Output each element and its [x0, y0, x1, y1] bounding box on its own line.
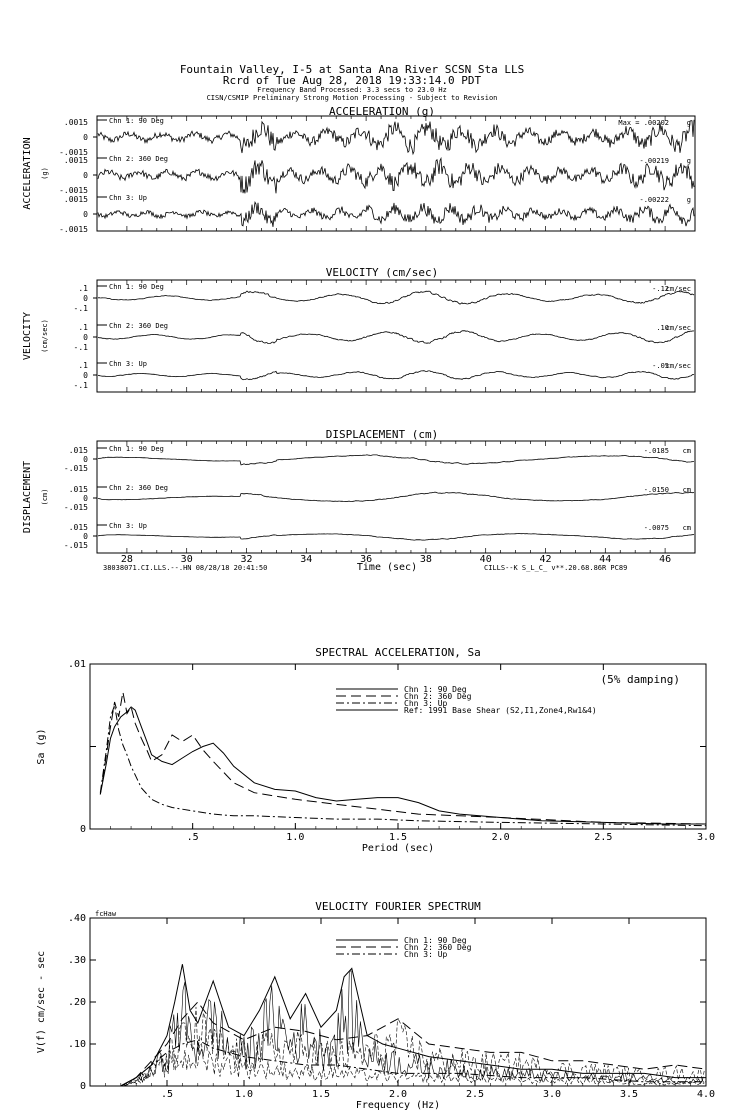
disp-side-label: DISPLACEMENT — [22, 460, 33, 534]
y-tick-label: .10 — [67, 1039, 86, 1050]
time-tick-label: 30 — [180, 554, 193, 565]
y-tick-label: .20 — [67, 997, 86, 1008]
amplitude-tick-label: -.1 — [73, 304, 88, 313]
channel-waveform — [98, 120, 694, 154]
legend-label: Ref: 1991 Base Shear (S2,I1,Zone4,Rw1&4) — [404, 706, 597, 715]
channel-peak-unit: cm/sec — [665, 324, 691, 332]
record-line: Rcrd of Tue Aug 28, 2018 19:33:14.0 PDT — [222, 74, 482, 87]
channel-peak-value: -.0075 — [643, 524, 669, 532]
vel-side-label: VELOCITY — [22, 311, 33, 361]
time-tick-label: 38 — [419, 554, 432, 565]
time-tick-label: 34 — [300, 554, 313, 565]
amplitude-tick-label: .015 — [68, 446, 88, 455]
channel-name: Chn 2: 360 Deg — [109, 155, 169, 163]
channel-peak-unit: cm — [682, 447, 691, 455]
channel-peak-value: -.0150 — [643, 486, 669, 494]
spectrum-texture-line — [124, 1043, 704, 1085]
channel-waveform — [98, 533, 694, 540]
processing-note: CISN/CSMIP Preliminary Strong Motion Processing - Subject to Revision — [206, 94, 498, 102]
channel-name: Chn 1: 90 Deg — [109, 117, 164, 125]
x-tick-label: 3.0 — [696, 832, 716, 843]
amplitude-tick-label: 0 — [83, 171, 88, 180]
x-tick-label: 1.0 — [286, 832, 305, 843]
legend-label: Chn 2: 360 Deg — [404, 692, 472, 701]
channel-peak-unit: g — [686, 119, 691, 127]
series-line — [100, 707, 706, 824]
channel-peak-value: .10 — [656, 324, 669, 332]
amplitude-tick-label: -.015 — [63, 503, 88, 512]
x-tick-label: 1.0 — [234, 1089, 254, 1100]
channel-name: Chn 1: 90 Deg — [109, 445, 164, 453]
accel-frame — [97, 116, 695, 231]
series-line — [121, 964, 706, 1086]
channel-name: Chn 3: Up — [109, 360, 147, 368]
channel-peak-value: -.05 — [652, 362, 669, 370]
channel-name: Chn 3: Up — [109, 194, 147, 202]
channel-peak-unit: cm — [682, 486, 691, 494]
x-tick-label: 2.0 — [388, 1089, 408, 1100]
vel-title: VELOCITY (cm/sec) — [325, 266, 439, 279]
amplitude-tick-label: .0015 — [63, 118, 88, 127]
amplitude-tick-label: .0015 — [63, 195, 88, 204]
channel-peak-value: -.00219 — [639, 157, 669, 165]
amplitude-tick-label: 0 — [83, 333, 88, 342]
y-tick-label: 0 — [79, 824, 86, 835]
amplitude-tick-label: -.0015 — [59, 225, 88, 234]
amplitude-tick-label: -.0015 — [59, 148, 88, 157]
time-tick-label: 32 — [240, 554, 253, 565]
legend-label: Chn 1: 90 Deg — [404, 685, 467, 694]
legend-label: Chn 1: 90 Deg — [404, 936, 467, 945]
x-tick-label: 3.5 — [619, 1089, 639, 1100]
x-axis-label: Frequency (Hz) — [355, 1100, 441, 1111]
channel-waveform — [98, 371, 694, 380]
legend-label: Chn 3: Up — [404, 950, 448, 959]
amplitude-tick-label: -.0015 — [59, 186, 88, 195]
amplitude-tick-label: -.1 — [73, 343, 88, 352]
channel-waveform — [98, 291, 694, 304]
x-tick-label: .5 — [160, 1089, 174, 1100]
channel-name: Chn 1: 90 Deg — [109, 283, 164, 291]
amplitude-tick-label: 0 — [83, 455, 88, 464]
disp-title: DISPLACEMENT (cm) — [325, 428, 439, 441]
channel-peak-value: -.12 — [652, 285, 669, 293]
x-tick-label: 1.5 — [388, 832, 408, 843]
channel-peak-value: -.0185 — [643, 447, 669, 455]
y-axis-label: Sa (g) — [36, 728, 47, 765]
legend-label: Chn 3: Up — [404, 699, 448, 708]
amplitude-tick-label: 0 — [83, 494, 88, 503]
channel-peak-unit: cm/sec — [665, 285, 691, 293]
amplitude-tick-label: -.015 — [63, 464, 88, 473]
accel-unit-label: (g) — [41, 167, 49, 180]
channel-peak-value: Max = .00202 — [618, 119, 669, 127]
channel-waveform — [98, 455, 694, 465]
time-tick-label: 36 — [360, 554, 373, 565]
legend-label: Chn 2: 360 Deg — [404, 943, 472, 952]
footer-right-text: CILLS--K S_L_C_ v**.20.68.86R PC89 — [484, 564, 628, 572]
channel-waveform — [98, 158, 694, 193]
amplitude-tick-label: .1 — [78, 284, 88, 293]
time-axis-label: Time (sec) — [356, 562, 418, 573]
amplitude-tick-label: -.015 — [63, 541, 88, 550]
amplitude-tick-label: .1 — [78, 323, 88, 332]
x-tick-label: 2.0 — [491, 832, 510, 843]
amplitude-tick-label: .0015 — [63, 156, 88, 165]
accel-side-label: ACCELERATION — [22, 137, 33, 210]
amplitude-tick-label: .015 — [68, 523, 88, 532]
time-tick-label: 44 — [599, 554, 612, 565]
chart-title: VELOCITY FOURIER SPECTRUM — [315, 900, 481, 913]
amplitude-tick-label: 0 — [83, 210, 88, 219]
x-tick-label: 1.5 — [311, 1089, 331, 1100]
damping-annotation: (5% damping) — [600, 673, 680, 686]
x-tick-label: 3.0 — [542, 1089, 562, 1100]
channel-peak-value: -.00222 — [639, 196, 669, 204]
fourier-spectrum-chart — [36, 900, 715, 1111]
channel-name: Chn 3: Up — [109, 522, 147, 530]
y-tick-label: .40 — [67, 913, 86, 924]
chart-title: SPECTRAL ACCELERATION, Sa — [315, 646, 481, 659]
amplitude-tick-label: 0 — [83, 294, 88, 303]
x-tick-label: 4.0 — [696, 1089, 716, 1100]
figure-title: Fountain Valley, I-5 at Santa Ana River SCSN Sta LLS — [179, 63, 525, 76]
x-tick-label: .5 — [186, 832, 199, 843]
channel-peak-unit: cm — [682, 524, 691, 532]
y-axis-label: V(f) cm/sec - sec — [36, 950, 47, 1054]
vel-frame — [97, 280, 695, 392]
amplitude-tick-label: .015 — [68, 485, 88, 494]
channel-name: Chn 2: 360 Deg — [109, 322, 169, 330]
channel-peak-unit: cm/sec — [665, 362, 691, 370]
amplitude-tick-label: 0 — [83, 133, 88, 142]
amplitude-tick-label: 0 — [83, 532, 88, 541]
corner-label: fcHaw — [95, 910, 117, 918]
y-tick-label: 0 — [79, 1081, 86, 1092]
amplitude-tick-label: 0 — [83, 371, 88, 380]
channel-waveform — [98, 492, 694, 501]
channel-peak-unit: g — [686, 196, 691, 204]
time-tick-label: 46 — [659, 554, 672, 565]
x-tick-label: 2.5 — [594, 832, 613, 843]
disp-unit-label: (cm) — [41, 488, 49, 506]
vel-unit-label: (cm/sec) — [41, 319, 49, 353]
channel-waveform — [98, 202, 694, 227]
time-tick-label: 28 — [120, 554, 133, 565]
band-line: Frequency Band Processed: 3.3 secs to 23.0 Hz — [257, 86, 447, 94]
time-tick-label: 40 — [479, 554, 492, 565]
accel-title: ACCELERATION (g) — [329, 105, 435, 118]
spectral-acceleration-chart — [36, 646, 715, 854]
series-line — [100, 705, 706, 825]
x-tick-label: 2.5 — [465, 1089, 485, 1100]
channel-name: Chn 2: 360 Deg — [109, 484, 169, 492]
footer-left-text: 38038071.CI.LLS.--.HN 08/28/18 20:41:50 — [103, 564, 268, 572]
y-tick-label: .30 — [67, 955, 86, 966]
channel-waveform — [98, 331, 694, 344]
x-axis-label: Period (sec) — [361, 843, 435, 854]
amplitude-tick-label: -.1 — [73, 381, 88, 390]
timeseries-panels — [22, 105, 695, 565]
time-tick-label: 42 — [539, 554, 552, 565]
y-tick-label: .01 — [67, 659, 86, 670]
amplitude-tick-label: .1 — [78, 361, 88, 370]
channel-peak-unit: g — [686, 157, 691, 165]
